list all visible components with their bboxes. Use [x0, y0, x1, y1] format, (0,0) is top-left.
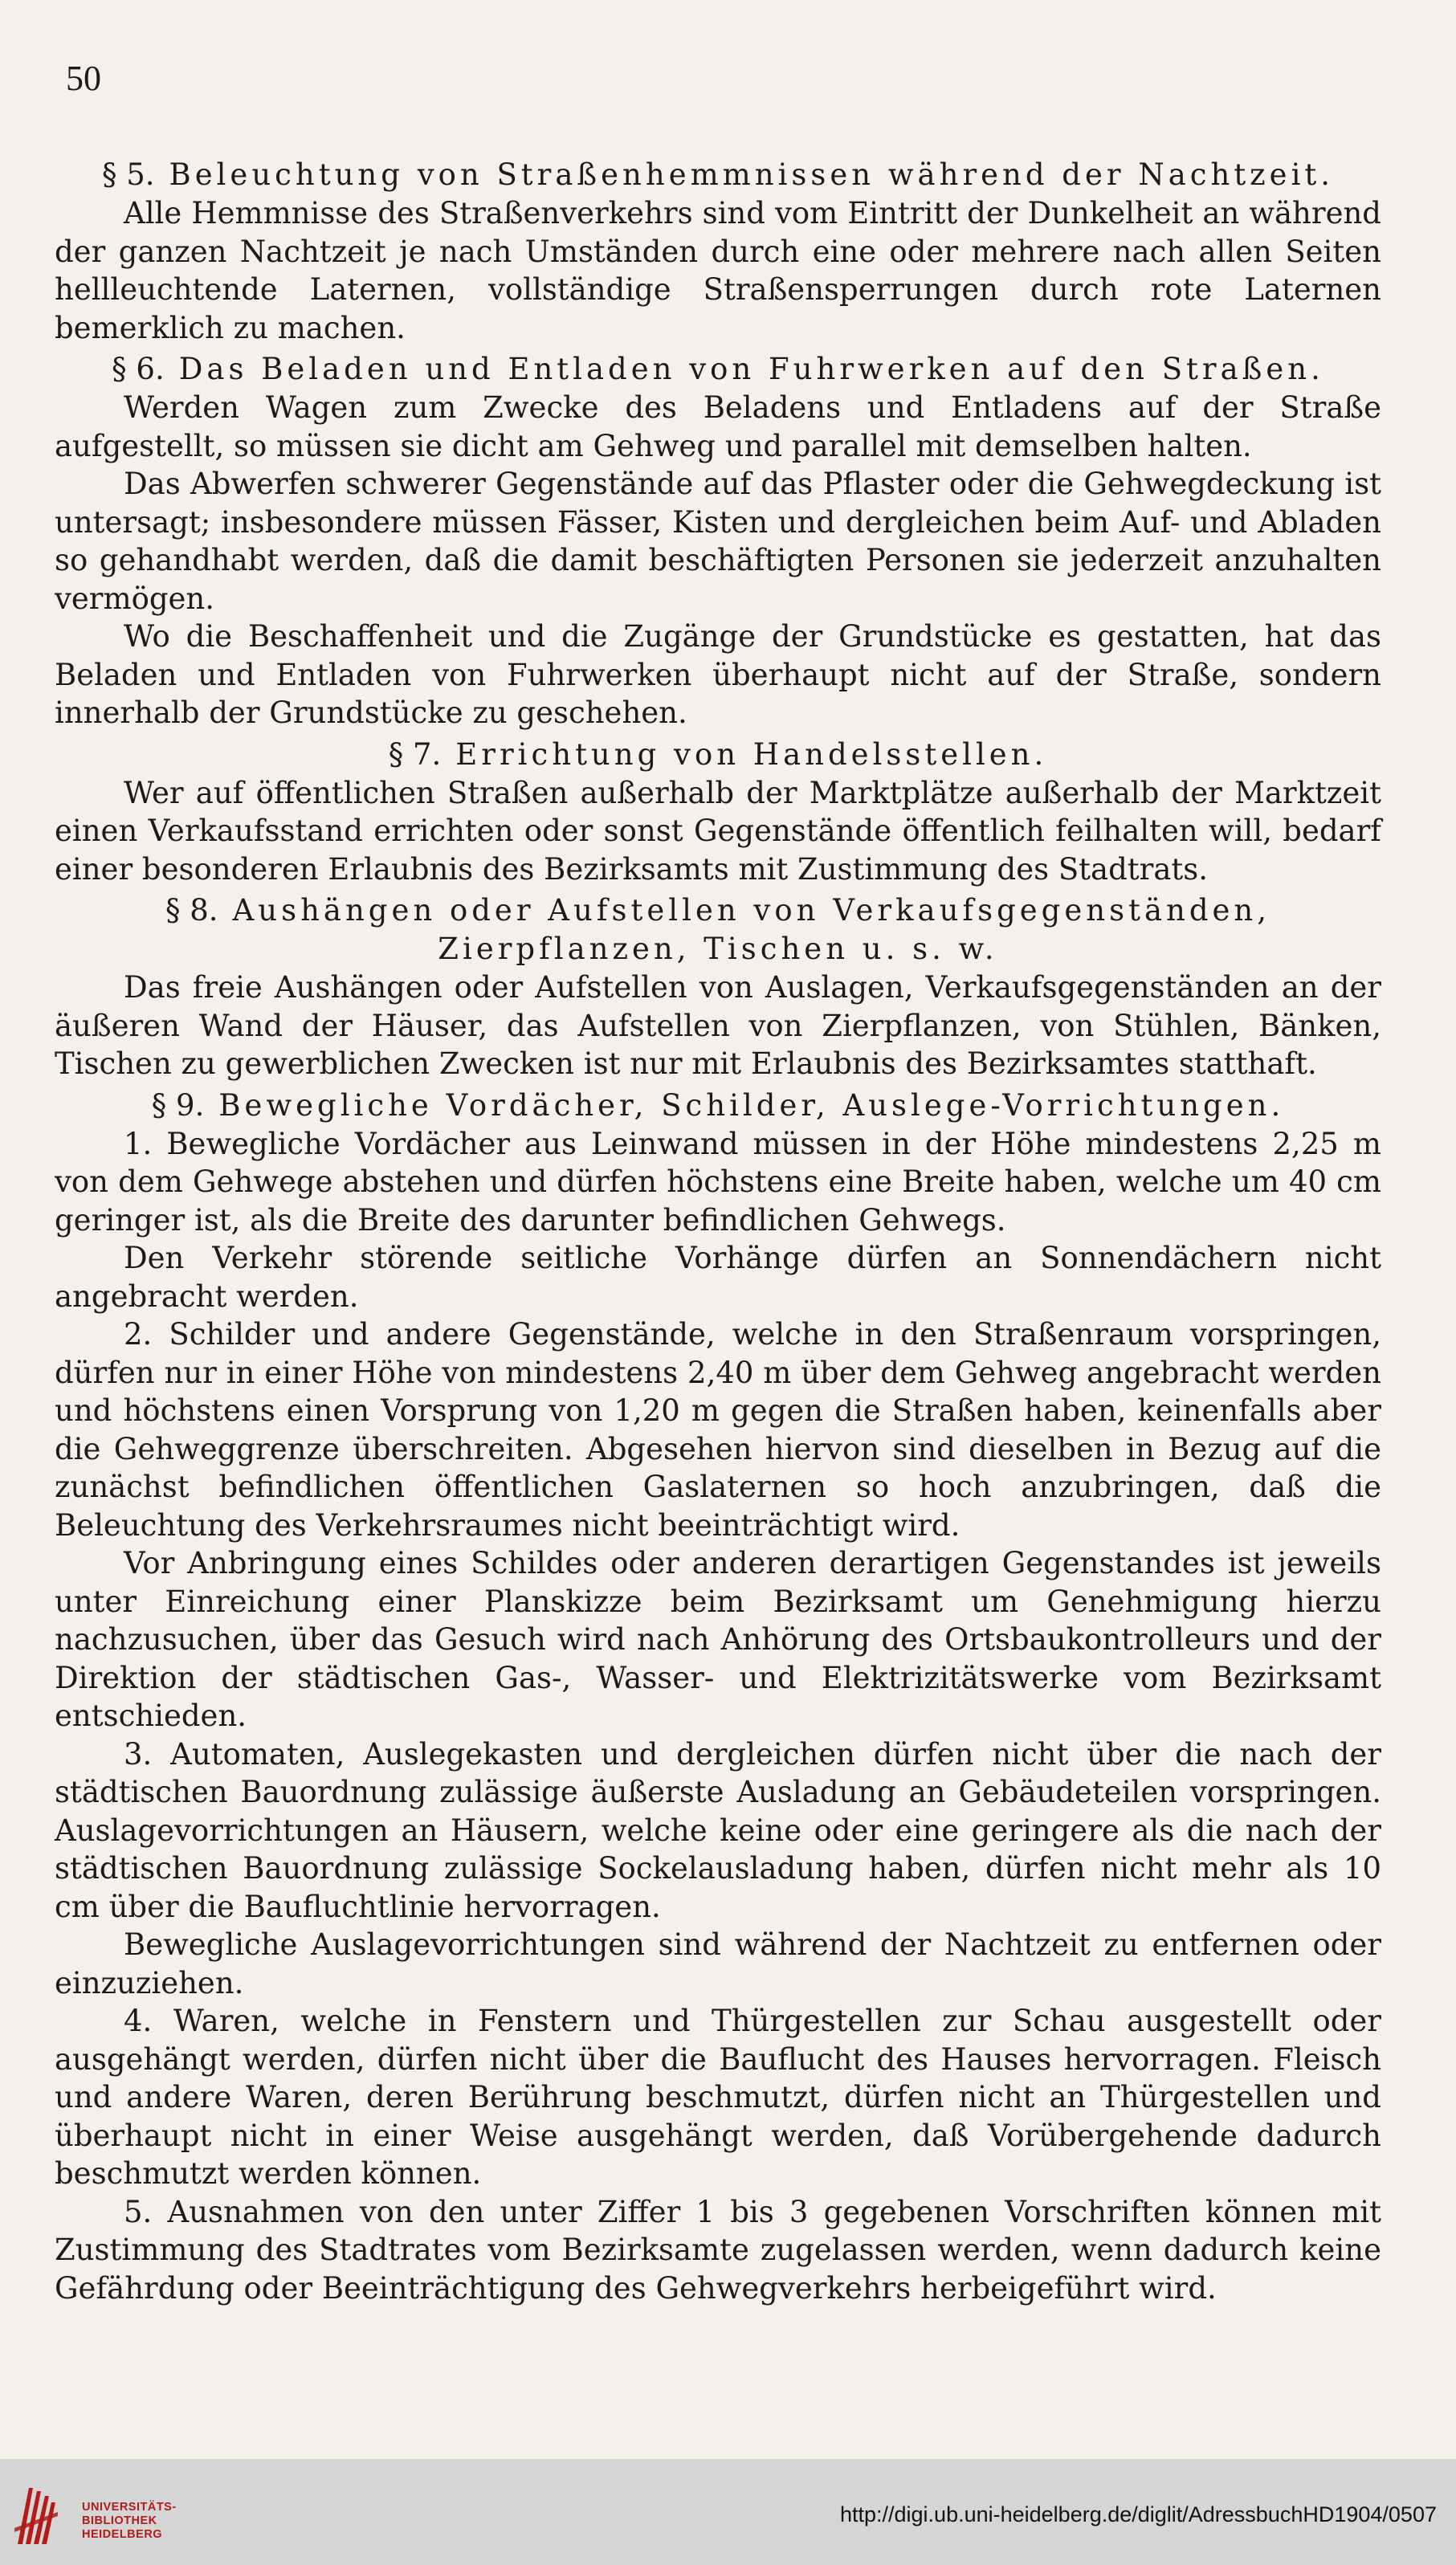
- library-name: [82, 2501, 177, 2542]
- paragraph: Werden Wagen zum Zwecke des Beladens und Entladens auf der Straße aufgestellt, so müssen sie dicht am Gehweg und parallel mit demselben halten.: [55, 390, 1381, 463]
- section-title: Bewegliche Vordächer, Schilder, Auslege-Vorrichtungen.: [218, 1087, 1285, 1123]
- section-title: Errichtung von Handelsstellen.: [455, 736, 1048, 772]
- section-number: § 9.: [151, 1087, 205, 1123]
- library-emblem-icon: [13, 2480, 61, 2547]
- library-logo[interactable]: [13, 2477, 190, 2549]
- section-heading: [55, 350, 1381, 389]
- section-6: [55, 350, 1381, 732]
- permalink-url[interactable]: http://digi.ub.uni-heidelberg.de/diglit/AdressbuchHD1904/0507: [839, 2502, 1437, 2526]
- page-content: [55, 153, 1381, 2307]
- section-number: § 8.: [165, 893, 218, 928]
- logo-line: HEIDELBERG: [82, 2528, 163, 2541]
- paragraph: Das Abwerfen schwerer Gegenstände auf das Pflaster oder die Gehwegdeckung ist untersagt; insbesondere müssen Fässer, Kisten und dergleichen beim Auf- und Abladen so gehandhabt werden, daß die damit beschäftigten Personen sie jederzeit anzuhalten vermögen.: [55, 467, 1381, 616]
- paragraph: 3. Automaten, Auslegekasten und dergleichen dürfen nicht über die nach der städtischen Bauordnung zulässige äußerste Ausladung an Gebäudeteilen vorspringen. Auslagevorrichtungen an Häusern, welche keine oder eine geringere als die nach der städtischen Bauordnung zulässige Sockelausladung haben, dürfen nicht mehr als 10 cm über die Baufluchtlinie hervorragen.: [55, 1736, 1381, 1924]
- paragraph: Wer auf öffentlichen Straßen außerhalb der Marktplätze außerhalb der Marktzeit einen Verkaufsstand errichten oder sonst Gegenstände öffentlich feilhalten will, bedarf einer besonderen Erlaubnis des Bezirksamts mit Zustimmung des Stadtrats.: [55, 775, 1381, 887]
- section-number: § 5.: [101, 157, 155, 192]
- section-5: [55, 156, 1381, 347]
- logo-line: BIBLIOTHEK: [82, 2514, 157, 2527]
- paragraph: Den Verkehr störende seitliche Vorhänge dürfen an Sonnendächern nicht angebracht werden.: [55, 1241, 1381, 1314]
- section-heading: [55, 891, 1381, 969]
- paragraph: Wo die Beschaffenheit und die Zugänge der Grundstücke es gestatten, hat das Beladen und Entladen von Fuhrwerken überhaupt nicht auf der Straße, sondern innerhalb der Grundstücke zu geschehen.: [55, 619, 1381, 730]
- section-number: § 7.: [388, 736, 442, 772]
- logo-line: UNIVERSITÄTS-: [82, 2501, 177, 2514]
- paragraph: Bewegliche Auslagevorrichtungen sind während der Nachtzeit zu entfernen oder einzuziehen.: [55, 1927, 1381, 2000]
- section-7: [55, 736, 1381, 889]
- section-title: Beleuchtung von Straßenhemmnissen während der Nachtzeit.: [169, 157, 1335, 192]
- paragraph: Vor Anbringung eines Schildes oder anderen derartigen Gegenstandes ist jeweils unter Einreichung einer Planskizze beim Bezirksamt um Genehmigung hierzu nachzusuchen, über das Gesuch wird nach Anhörung des Ortsbaukontrolleurs und der Direktion der städtischen Gas-, Wasser- und Elektrizitätswerke vom Bezirksamt entschieden.: [55, 1546, 1381, 1733]
- section-9: [55, 1087, 1381, 2308]
- paragraph: 5. Ausnahmen von den unter Ziffer 1 bis 3 gegebenen Vorschriften können mit Zustimmung des Stadtrates vom Bezirksamte zugelassen werden, wenn dadurch keine Gefährdung oder Beeinträchtigung des Gehwegverkehrs herbeigeführt wird.: [55, 2194, 1381, 2306]
- paragraph: 4. Waren, welche in Fenstern und Thürgestellen zur Schau ausgestellt oder ausgehängt werden, dürfen nicht über die Bauflucht des Hauses hervorragen. Fleisch und andere Waren, deren Berührung beschmutzt, dürfen nicht an Thürgestellen und überhaupt nicht in einer Weise ausgehängt werden, daß Vorübergehende dadurch beschmutzt werden können.: [55, 2004, 1381, 2191]
- section-heading: [55, 156, 1381, 194]
- page-number: 50: [66, 59, 101, 98]
- section-number: § 6.: [112, 352, 165, 386]
- paragraph: Das freie Aushängen oder Aufstellen von Auslagen, Verkaufsgegenständen an der äußeren Wand der Häuser, das Aufstellen von Zierpflanzen, von Stühlen, Bänken, Tischen zu gewerblichen Zwecken ist nur mit Erlaubnis des Bezirksamtes statthaft.: [55, 970, 1381, 1081]
- section-heading: [55, 736, 1381, 774]
- section-8: [55, 891, 1381, 1083]
- paragraph: 2. Schilder und andere Gegenstände, welche in den Straßenraum vorspringen, dürfen nur in einer Höhe von mindestens 2,40 m über dem Gehweg angebracht werden und höchstens einen Vorsprung von 1,20 m gegen die Straßen haben, keinenfalls aber die Gehweggrenze überschreiten. Abgesehen hiervon sind dieselben in Bezug auf die zunächst befindlichen öffentlichen Gaslaternen so hoch anzubringen, daß die Beleuchtung des Verkehrsraumes nicht beeinträchtigt wird.: [55, 1317, 1381, 1543]
- viewer-footer: [0, 2459, 1456, 2565]
- paragraph: 1. Bewegliche Vordächer aus Leinwand müssen in der Höhe mindestens 2,25 m von dem Gehwege abstehen und dürfen höchstens eine Breite haben, welche um 40 cm geringer ist, als die Breite des darunter befindlichen Gehwegs.: [55, 1126, 1381, 1238]
- section-title: Das Beladen und Entladen von Fuhrwerken auf den Straßen.: [178, 352, 1324, 386]
- section-title: Aushängen oder Aufstellen von Verkaufsgegenständen, Zierpflanzen, Tischen u. s. w.: [232, 893, 1271, 966]
- section-heading: [55, 1087, 1381, 1125]
- paragraph: Alle Hemmnisse des Straßenverkehrs sind vom Eintritt der Dunkelheit an während der ganzen Nachtzeit je nach Umständen durch eine oder mehrere nach allen Seiten hellleuchtende Laternen, vollständige Straßensperrungen durch rote Laternen bemerklich zu machen.: [55, 196, 1381, 345]
